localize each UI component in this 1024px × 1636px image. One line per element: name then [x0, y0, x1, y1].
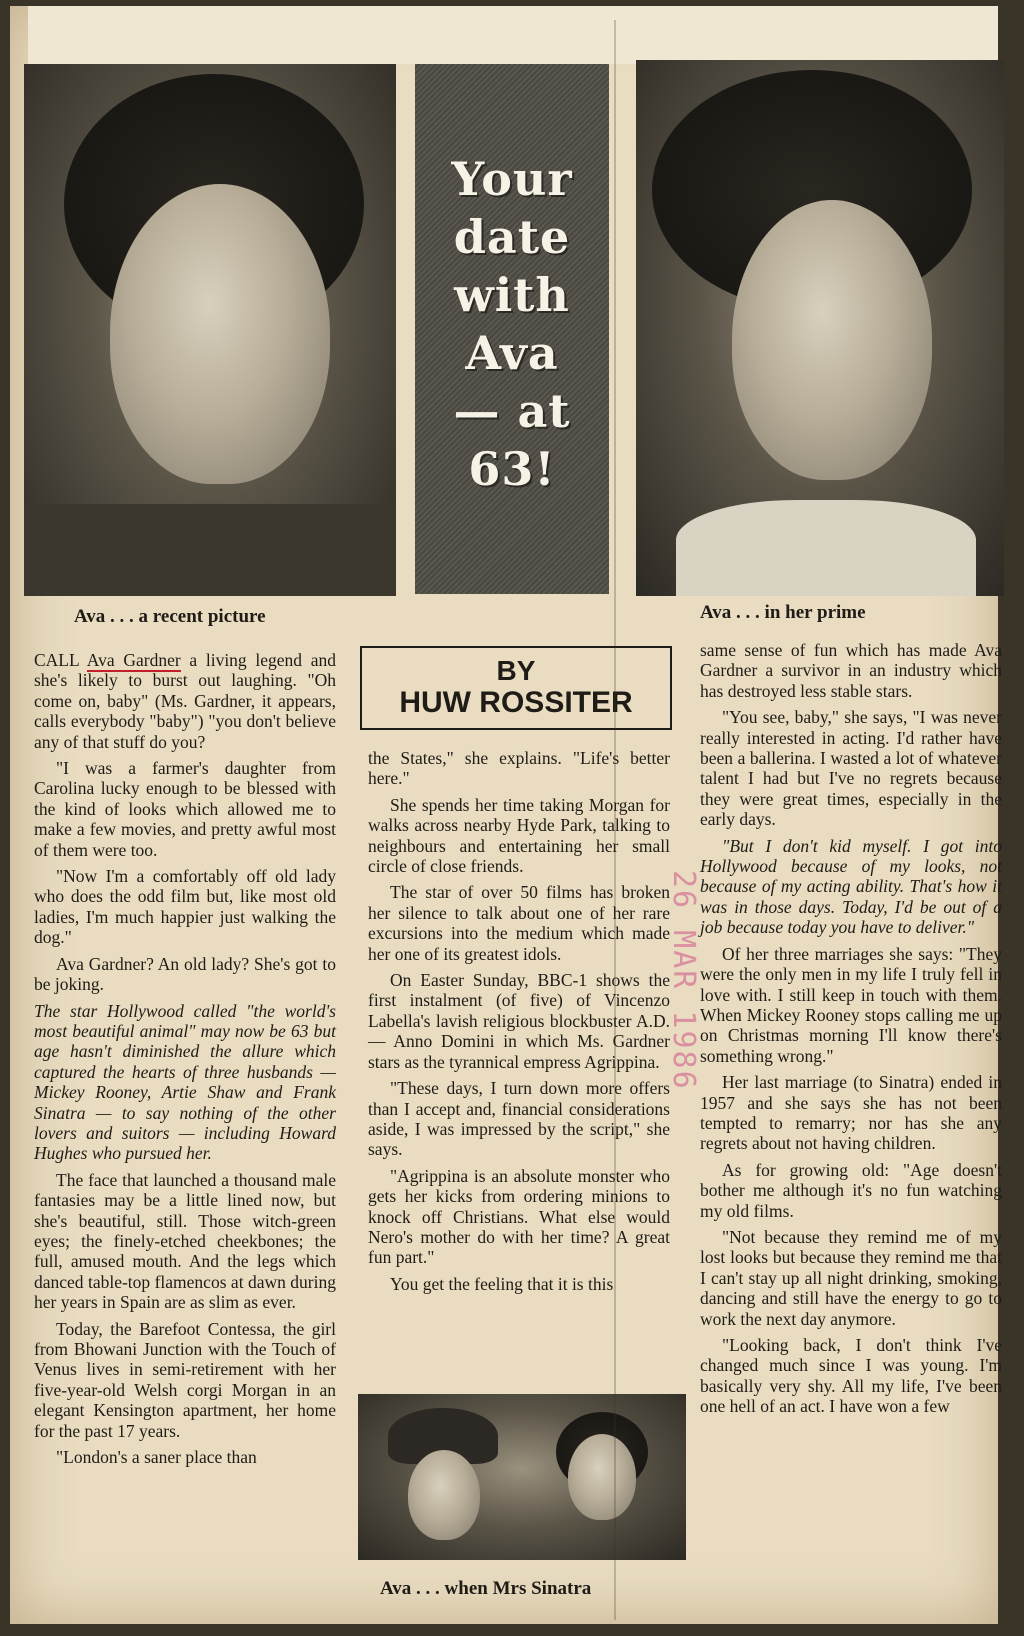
- column-3: [700, 640, 1002, 1423]
- lead-name: Ava Gardner: [86, 650, 181, 670]
- caption-prime: Ava . . . in her prime: [700, 602, 866, 623]
- column-2: [368, 748, 670, 1300]
- byline-box: [360, 646, 672, 730]
- date-stamp: 26 MAR 1986: [666, 870, 701, 1091]
- paragraph: "London's a saner place than: [56, 1447, 257, 1468]
- paragraph: the States," she explains. "Life's better here.": [368, 748, 670, 789]
- paragraph: "These days, I turn down more offers than I accept and, financial considerations aside, I was impressed by the script," she says.: [368, 1078, 670, 1160]
- paragraph: As for growing old: "Age doesn't bother me although it's no fun watching my old films.: [700, 1159, 1002, 1221]
- paragraph: She spends her time taking Morgan for walks across nearby Hyde Park, talking to neighbours and entertaining her small circle of close friends.: [368, 794, 670, 877]
- caption-recent: Ava . . . a recent picture: [74, 606, 266, 627]
- paragraph: Ava Gardner? An old lady? She's got to be joking.: [34, 953, 336, 995]
- headline: Your date with Ava — at 63!: [451, 152, 573, 496]
- italic-paragraph: The star Hollywood called "the world's most beautiful animal" may now be 63 but age hasn't diminished the allure which captured the hearts of three husbands — Mickey Rooney, Artie Shaw and Frank Sinatra — to say nothing of the other lovers and suitors — including Howard Hughes who pursued her.: [34, 1000, 336, 1164]
- lead-paragraph: [34, 650, 336, 752]
- paragraph: On Easter Sunday, BBC-1 shows the first instalment (of five) of Vincenzo Labella's lavish religious blockbuster A.D. — Anno Domini in which Ms. Gardner stars as the tyrannical empress Agrippina.: [368, 970, 670, 1072]
- paragraph: "Not because they remind me of my lost looks but because they remind me that I can't stay up all night drinking, smoking, dancing and still have the energy to go to work the next day anymore.: [700, 1226, 1002, 1329]
- face-shape: [110, 184, 330, 484]
- lead-prefix: CALL: [34, 650, 87, 670]
- photo-sinatra: [358, 1394, 686, 1560]
- photo-prime: [636, 60, 1004, 596]
- face-shape: [408, 1450, 480, 1540]
- paragraph: same sense of fun which has made Ava Gardner a survivor in an industry which has destroyed less stable stars.: [700, 640, 1002, 701]
- paragraph: You get the feeling that it is this: [390, 1273, 614, 1294]
- paragraph: The star of over 50 films has broken her silence to talk about one of her rare excursions into the medium which made her one of its greatest idols.: [368, 882, 670, 964]
- paragraph: "You see, baby," she says, "I was never really interested in acting. I'd rather have been a ballerina. I wasted a lot of whatever talent I had but I've no regrets because they were great times, especially in the early days.: [700, 707, 1002, 830]
- byline-by: BY: [496, 655, 536, 686]
- lead-rest: a living legend and she's likely to burst out laughing. "Oh come on, baby" (Ms. Gardner, it appears, calls everybody "baby") "you don't believe any of that stuff do you?: [34, 650, 336, 752]
- headline-panel: [415, 64, 609, 594]
- clipping-top-edge: [28, 6, 998, 64]
- paragraph: "Now I'm a comfortably off old lady who does the odd film but, like most old ladies, I'm much happier just walking the dog.": [34, 866, 336, 948]
- paragraph: Of her three marriages she says: "They were the only men in my life I truly fell in love with. I still keep in touch with them. When Mickey Rooney stops calling me up on Christmas morning I'll know there's something wrong.": [700, 943, 1002, 1066]
- shoulders-shape: [676, 500, 976, 596]
- column-1: [34, 650, 336, 1473]
- byline-name: HUW ROSSITER: [399, 686, 633, 719]
- paragraph: Today, the Barefoot Contessa, the girl from Bhowani Junction with the Touch of Venus lives in semi-retirement with her five-year-old Welsh corgi Morgan in an elegant Kensington apartment, her home for the past 17 years.: [34, 1318, 336, 1441]
- paragraph: The face that launched a thousand male fantasies may be a little lined now, but she's beautiful, still. Those witch-green eyes; the finely-etched cheekbones; the full, amused mouth. And the legs which danced table-top flamencos at dawn during her years in Spain are as slim as ever.: [34, 1169, 336, 1313]
- italic-paragraph: "But I don't kid myself. I got into Hollywood because of my looks, not because of my acting ability. That's how it was in those days. Today, I'd be out of a job because today you have to deliver.": [700, 835, 1002, 938]
- paragraph: Her last marriage (to Sinatra) ended in 1957 and she says she has not been tempted to remarry; nor has she any regrets about not having children.: [700, 1072, 1002, 1154]
- caption-sinatra: Ava . . . when Mrs Sinatra: [380, 1578, 592, 1599]
- fold-line: [614, 20, 616, 1620]
- photo-recent: [24, 64, 396, 596]
- coat-shape: [24, 504, 396, 596]
- face-shape: [568, 1434, 636, 1520]
- paragraph: "Looking back, I don't think I've changed much since I was young. I'm basically very shy. All my life, I've been one hell of an act. I have won a few: [700, 1335, 1002, 1417]
- face-shape: [732, 200, 932, 480]
- paragraph: "I was a farmer's daughter from Carolina lucky enough to be blessed with the kind of looks which allowed me to make a few movies, and pretty awful most of them were too.: [34, 758, 336, 860]
- paragraph: "Agrippina is an absolute monster who gets her kicks from ordering minions to knock off Christians. What else would Nero's mother do with her time? A great fun part.": [368, 1165, 670, 1268]
